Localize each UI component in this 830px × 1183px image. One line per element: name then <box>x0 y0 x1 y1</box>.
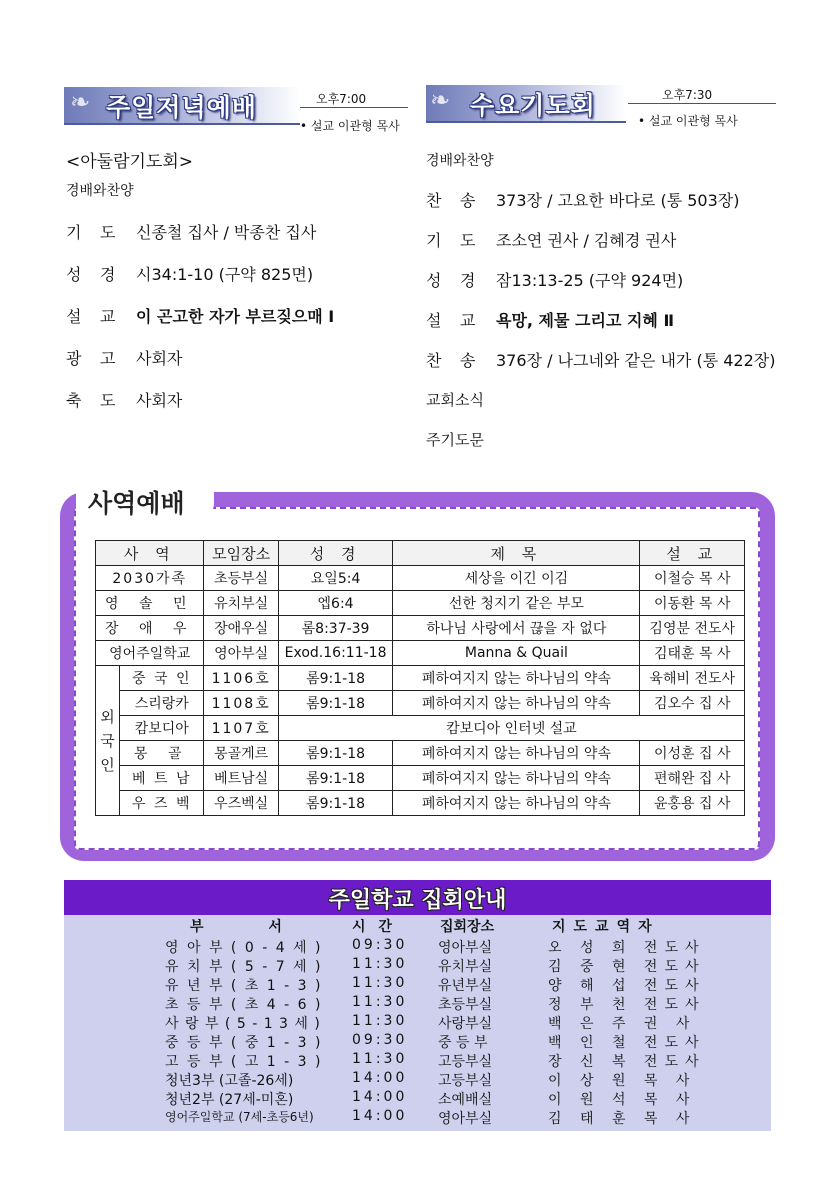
table-header-row <box>96 541 745 566</box>
wednesday-time: 오후7:30 <box>662 88 713 102</box>
table-row: 외국인 중 국 인 1106호 롬9:1-18 폐하여지지 않는 하나님의 약속 육해비 전도사 <box>96 666 745 691</box>
header-topic: 제 목 <box>393 541 640 566</box>
header-place: 모임장소 <box>204 541 278 566</box>
order-row-sermon: 설 교 욕망, 제물 그리고 지혜 Ⅱ <box>426 311 675 330</box>
table-row: 2030가족 초등부실 요일5:4 세상을 이긴 이김 이철승 목 사 <box>96 566 745 591</box>
table-row: 캄보디아 1107호 캄보디아 인터넷 설교 <box>96 716 745 741</box>
list-item: 청년2부 (27세-미혼) 14:00 소예배실 이 원 석 목 사 <box>165 1089 697 1108</box>
prayer-meeting-subtitle: <아둘람기도회> <box>66 152 194 172</box>
header-bible: 성 경 <box>278 541 393 566</box>
header-dept: 부 서 <box>190 919 312 935</box>
lords-prayer-label: 주기도문 <box>426 431 484 449</box>
sunday-school-title: 주일학교 집회안내 <box>328 888 507 913</box>
swirl-icon: ❧ <box>430 86 451 114</box>
order-row-hymn: 찬 송 373장 / 고요한 바다로 (통 503장) <box>426 191 740 210</box>
order-row-scripture: 성 경 잠13:13-25 (구약 924면) <box>426 271 684 290</box>
ministry-table <box>95 540 745 816</box>
list-item: 영어주일학교 (7세-초등6년) 14:00 영아부실 김 태 훈 목 사 <box>165 1108 697 1127</box>
table-row: 베 트 남 베트남실 롬9:1-18 폐하여지지 않는 하나님의 약속 편해완 집 사 <box>96 766 745 791</box>
order-row-benediction: 축 도 사회자 <box>66 391 183 410</box>
header-time: 시 간 <box>352 919 396 935</box>
sunday-evening-time: 오후7:00 <box>316 92 367 106</box>
list-item: 유 년 부 ( 초 1 - 3 ) 11:30 유년부실 양 해 섭 전도사 <box>165 975 706 994</box>
wednesday-title: 수요기도회 <box>470 91 596 120</box>
time-divider <box>300 107 408 108</box>
foreign-label-text: 외국인 <box>100 707 115 774</box>
table-row: 영 솔 민 유치부실 엡6:4 선한 청지기 같은 부모 이동환 목 사 <box>96 591 745 616</box>
swirl-icon: ❧ <box>70 88 91 116</box>
table-row: 몽 골 몽골게르 롬9:1-18 폐하여지지 않는 하나님의 약속 이성훈 집 사 <box>96 741 745 766</box>
list-item: 청년3부 (고졸-26세) 14:00 고등부실 이 상 원 목 사 <box>165 1070 697 1089</box>
praise-label: 경배와찬양 <box>426 153 494 169</box>
table-row: 스리랑카 1108호 롬9:1-18 폐하여지지 않는 하나님의 약속 김오수 집 사 <box>96 691 745 716</box>
wednesday-preacher: • 설교 이관형 목사 <box>638 114 738 128</box>
list-item: 초 등 부 ( 초 4 - 6 ) 11:30 초등부실 정 부 천 전도사 <box>165 994 706 1013</box>
sunday-evening-preacher: • 설교 이관형 목사 <box>300 119 400 133</box>
header-ministry: 사 역 <box>96 541 204 566</box>
table-row: 영어주일학교 영아부실 Exod.16:11-18 Manna & Quail 김태훈 목 사 <box>96 641 745 666</box>
list-item: 중 등 부 ( 중 1 - 3 ) 09:30 중 등 부 백 인 철 전도사 <box>165 1032 706 1051</box>
order-row-scripture: 성 경 시34:1-10 (구약 825면) <box>66 265 314 284</box>
order-row-announcements: 광 고 사회자 <box>66 349 183 368</box>
header-leader: 지도교역자 <box>552 919 660 935</box>
table-row: 우 즈 벡 우즈벡실 롬9:1-18 폐하여지지 않는 하나님의 약속 윤홍용 집 사 <box>96 791 745 816</box>
ministry-title: 사역예배 <box>88 489 185 518</box>
list-item: 사 랑 부 ( 5 - 1 3 세 ) 11:30 사랑부실 백 은 주 권 사 <box>165 1013 697 1032</box>
list-item: 영 아 부 ( 0 - 4 세 ) 09:30 영아부실 오 성 희 전도사 <box>165 937 706 956</box>
time-divider <box>628 103 776 104</box>
order-row-hymn: 찬 송 376장 / 나그네와 같은 내가 (통 422장) <box>426 351 776 370</box>
header-preacher: 설 교 <box>640 541 745 566</box>
header-place: 집회장소 <box>440 919 495 935</box>
sunday-evening-title: 주일저녁예배 <box>106 93 257 122</box>
praise-label: 경배와찬양 <box>66 183 134 199</box>
order-row-prayer: 기 도 신종철 집사 / 박종찬 집사 <box>66 223 317 242</box>
order-row-prayer: 기 도 조소연 권사 / 김혜경 권사 <box>426 231 677 250</box>
list-item: 유 치 부 ( 5 - 7 세 ) 11:30 유치부실 김 중 현 전도사 <box>165 956 706 975</box>
foreign-group-label <box>96 666 120 816</box>
table-row: 장 애 우 장애우실 롬8:37-39 하나님 사랑에서 끊을 자 없다 김영분 전도사 <box>96 616 745 641</box>
order-row-sermon: 설 교 이 곤고한 자가 부르짖으매 Ⅰ <box>66 307 335 326</box>
church-news-label: 교회소식 <box>426 391 484 409</box>
list-item: 고 등 부 ( 고 1 - 3 ) 11:30 고등부실 장 신 복 전도사 <box>165 1051 706 1070</box>
